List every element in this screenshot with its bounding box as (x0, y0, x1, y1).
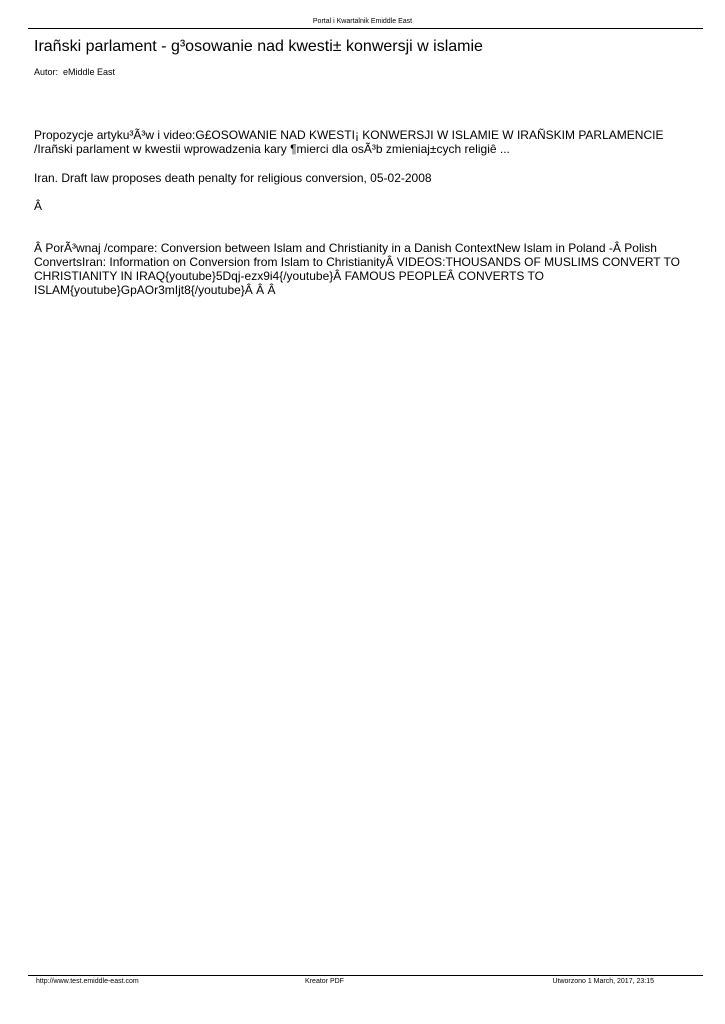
footer-url: http://www.test.emiddle-east.com (36, 978, 139, 985)
footer-generator: Kreator PDF (305, 978, 344, 985)
paragraph-intro: Propozycje artyku³Ã³w i video:G£OSOWANIE NAD KWESTI¡ KONWERSJI W ISLAMIE W IRAÑSKIM PARLAMENCIE /Irañski parlament w kwestii wprowadzenia kary ¶mierci dla osÃ³b zmieniaj±cych religiê ... (34, 128, 664, 156)
running-header: Portal i Kwartalnik Emiddle East (312, 18, 413, 25)
paragraph-draft-law: Iran. Draft law proposes death penalty for religious conversion, 05-02-2008 (34, 171, 432, 185)
page-title: Irañski parlament - g³osowanie nad kwesti± konwersji w islamie (34, 38, 483, 55)
author-label: Autor: (34, 67, 59, 77)
paragraph-compare: Â PorÃ³wnaj /compare: Conversion between Islam and Christianity in a Danish ContextNew Islam in Poland -Â Polish ConvertsIran: Information on Conversion from Islam to ChristianityÂ VIDEOS:THOUSANDS OF MUSLIMS CONVERT TO CHRISTIANITY IN IRAQ{youtube}5Dqj-ezx9i4{/youtube}Â FAMOUS PEOPLEÂ CONVERTS TO ISLAM{youtube}GpAOr3mIjt8{/youtube}Â Â Â (34, 241, 680, 297)
paragraph-empty: Â (34, 199, 43, 213)
footer-created-date: Utworzono 1 March, 2017, 23:15 (552, 978, 654, 985)
header-divider (28, 28, 703, 29)
footer-divider (28, 975, 703, 976)
author-name: eMiddle East (63, 67, 116, 77)
author-line (34, 67, 115, 78)
